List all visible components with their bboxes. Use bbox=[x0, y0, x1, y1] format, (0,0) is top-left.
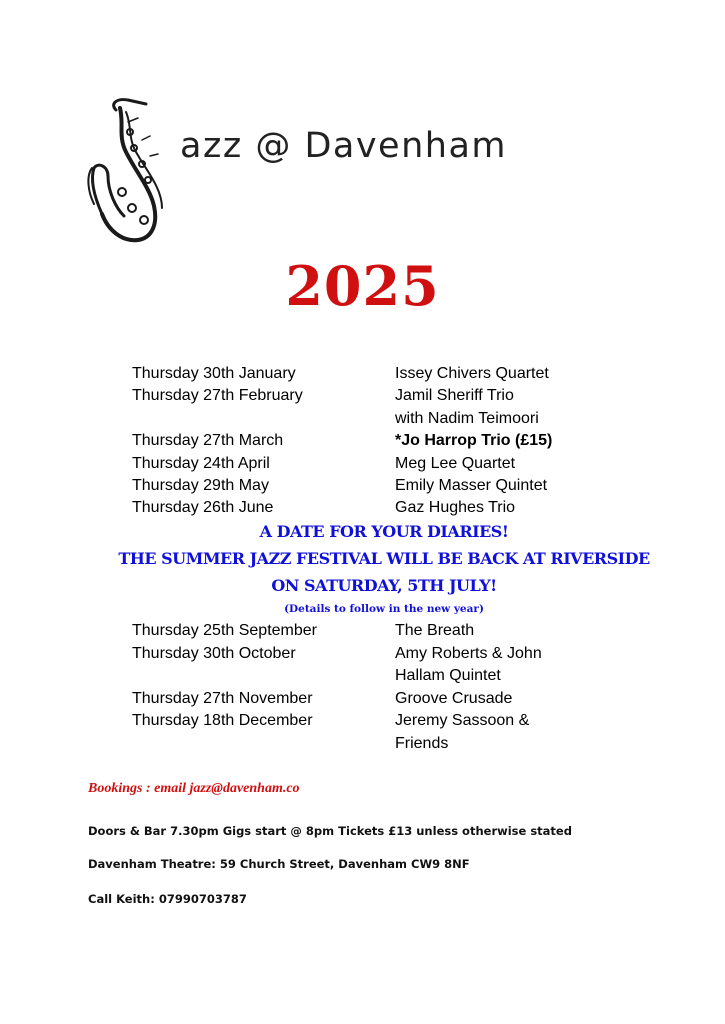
event-date: Thursday 24th April bbox=[132, 455, 270, 472]
bookings-text: Bookings : email jazz@davenham.co bbox=[88, 781, 300, 796]
event-act: Jamil Sheriff Trio bbox=[395, 387, 514, 404]
event-date: Thursday 25th September bbox=[132, 622, 317, 639]
festival-line-1: A DATE FOR YOUR DIARIES! bbox=[259, 522, 509, 541]
event-date: Thursday 27th February bbox=[132, 387, 303, 404]
jazz-davenham-logo bbox=[86, 96, 507, 246]
venue-info: Davenham Theatre: 59 Church Street, Davenham CW9 8NF bbox=[88, 857, 470, 871]
event-date: Thursday 30th January bbox=[132, 365, 296, 382]
festival-line-3: ON SATURDAY, 5TH JULY! bbox=[271, 576, 497, 595]
event-act: Gaz Hughes Trio bbox=[395, 499, 516, 516]
event-act: Meg Lee Quartet bbox=[395, 455, 516, 472]
event-act-line2: Friends bbox=[395, 735, 449, 752]
event-act: The Breath bbox=[395, 622, 475, 639]
event-act-line2: Hallam Quintet bbox=[395, 667, 501, 684]
event-act: Groove Crusade bbox=[395, 690, 513, 707]
event-act: Issey Chivers Quartet bbox=[395, 365, 549, 382]
event-date: Thursday 29th May bbox=[132, 477, 269, 494]
event-date: Thursday 18th December bbox=[132, 712, 313, 729]
saxophone-icon bbox=[86, 96, 196, 246]
event-act-line2: with Nadim Teimoori bbox=[395, 410, 539, 427]
festival-line-2: THE SUMMER JAZZ FESTIVAL WILL BE BACK AT RIVERSIDE bbox=[118, 549, 650, 568]
event-date: Thursday 27th November bbox=[132, 690, 313, 707]
doors-info: Doors & Bar 7.30pm Gigs start @ 8pm Tickets £13 unless otherwise stated bbox=[88, 824, 572, 838]
event-act: *Jo Harrop Trio (£15) bbox=[395, 432, 553, 449]
event-act: Emily Masser Quintet bbox=[395, 477, 548, 494]
year-title: 2025 bbox=[285, 254, 440, 318]
contact-info: Call Keith: 07990703787 bbox=[88, 892, 247, 906]
event-act: Jeremy Sassoon & bbox=[395, 712, 530, 729]
logo-text: azz @ Davenham bbox=[180, 126, 507, 166]
event-date: Thursday 30th October bbox=[132, 645, 296, 662]
event-date: Thursday 26th June bbox=[132, 499, 274, 516]
festival-line-4: (Details to follow in the new year) bbox=[284, 603, 484, 615]
event-act: Amy Roberts & John bbox=[395, 645, 542, 662]
event-date: Thursday 27th March bbox=[132, 432, 284, 449]
